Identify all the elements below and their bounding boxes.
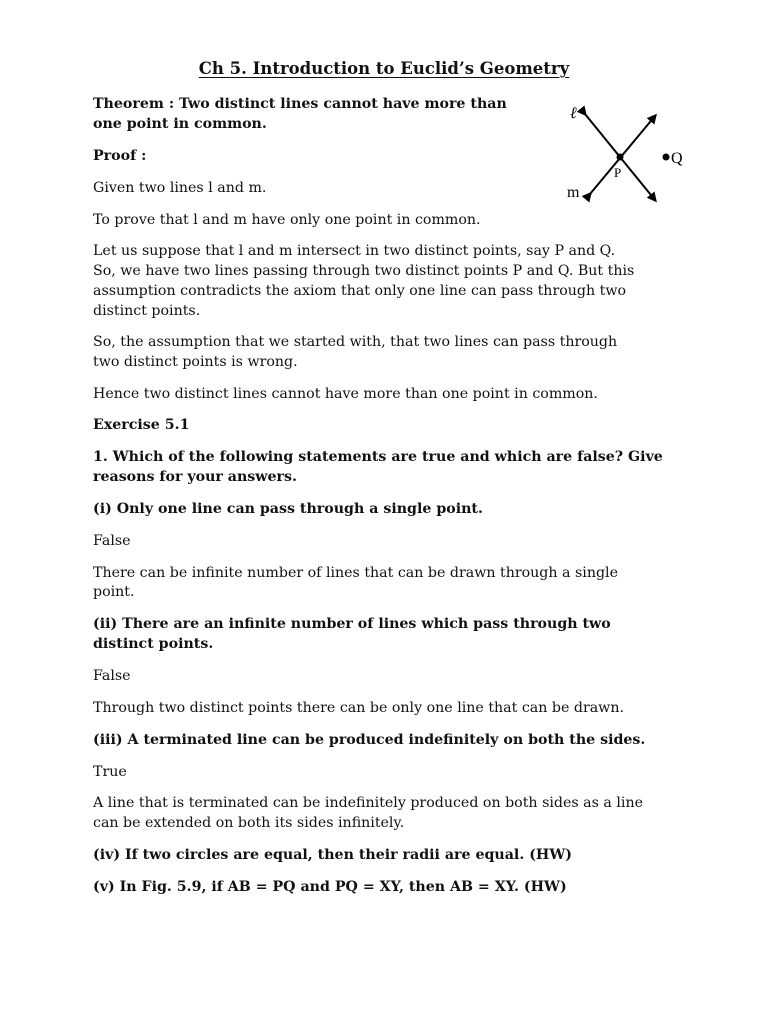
part-i-question: (i) Only one line can pass through a single point.: [93, 501, 483, 517]
point-p-marker: [617, 154, 624, 161]
part-iii-reason-line-2: can be extended on both its sides infinitely.: [93, 815, 405, 831]
page-title: Ch 5. Introduction to Euclid’s Geometry: [198, 59, 570, 78]
intersecting-lines-diagram: [560, 96, 695, 206]
question-1-line-1: 1. Which of the following statements are true and which are false? Give: [93, 449, 663, 465]
question-1-line-2: reasons for your answers.: [93, 469, 297, 485]
part-i-reason-line-2: point.: [93, 584, 135, 600]
proof-heading: Proof :: [93, 148, 147, 164]
theorem-line-2: one point in common.: [93, 116, 267, 132]
part-i-verdict: False: [93, 533, 131, 549]
suppose-line-2: So, we have two lines passing through two distinct points P and Q. But this: [93, 263, 635, 279]
part-i-reason-line-1: There can be infinite number of lines that can be drawn through a single: [93, 565, 618, 581]
label-m: m: [567, 184, 580, 201]
suppose-line-1: Let us suppose that l and m intersect in two distinct points, say P and Q.: [93, 243, 616, 259]
hence-text: Hence two distinct lines cannot have more than one point in common.: [93, 386, 598, 402]
part-ii-question-line-2: distinct points.: [93, 636, 214, 652]
theorem-line-1: Theorem : Two distinct lines cannot have more than: [93, 96, 507, 112]
part-iv-question: (iv) If two circles are equal, then their radii are equal. (HW): [93, 847, 572, 863]
part-iii-reason-line-1: A line that is terminated can be indefinitely produced on both sides as a line: [93, 795, 643, 811]
point-q-marker: [663, 154, 670, 161]
part-ii-reason: Through two distinct points there can be only one line that can be drawn.: [93, 700, 624, 716]
part-iii-verdict: True: [93, 764, 127, 780]
given-text: Given two lines l and m.: [93, 180, 267, 196]
part-ii-verdict: False: [93, 668, 131, 684]
label-p: P: [614, 165, 622, 180]
part-v-question: (v) In Fig. 5.9, if AB = PQ and PQ = XY, then AB = XY. (HW): [93, 879, 567, 895]
part-iii-question: (iii) A terminated line can be produced indefinitely on both the sides.: [93, 732, 646, 748]
exercise-heading: Exercise 5.1: [93, 417, 190, 433]
assumption-line-2: two distinct points is wrong.: [93, 354, 298, 370]
suppose-line-4: distinct points.: [93, 303, 201, 319]
part-ii-question-line-1: (ii) There are an infinite number of lines which pass through two: [93, 616, 611, 632]
assumption-line-1: So, the assumption that we started with, that two lines can pass through: [93, 334, 618, 350]
label-l: ℓ: [570, 105, 577, 122]
label-q: Q: [671, 150, 683, 167]
to-prove-text: To prove that l and m have only one point in common.: [93, 212, 481, 228]
suppose-line-3: assumption contradicts the axiom that only one line can pass through two: [93, 283, 627, 299]
